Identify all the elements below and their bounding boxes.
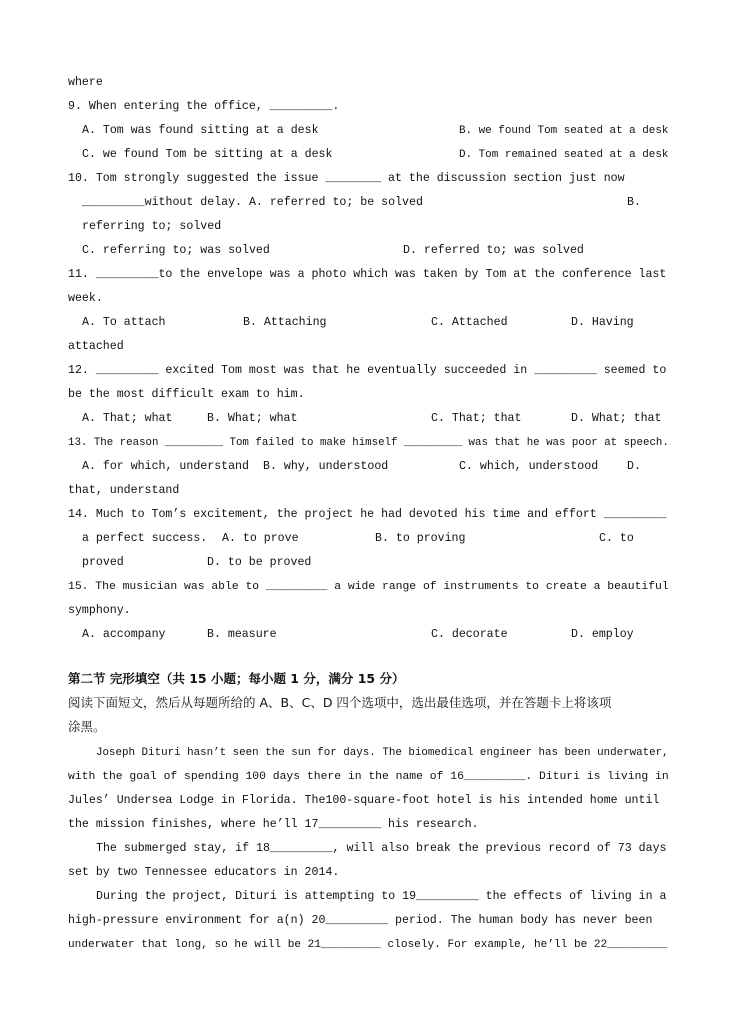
option-b: B. to proving [375, 532, 466, 545]
option-c: C. which, understood [459, 460, 599, 473]
option-c: C. we found Tom be sitting at a desk [82, 148, 333, 161]
option-d: D. referred to; was solved [403, 244, 584, 257]
passage-line: The submerged stay, if 18_________, will also break the previous record of 73 days [96, 842, 667, 855]
text-line: week. [68, 292, 103, 305]
option-d: D. Having [571, 316, 634, 329]
option-d: D. [627, 460, 641, 473]
question-15-stem: 15. The musician was able to _________ a wide range of instruments to create a beautiful [68, 581, 669, 593]
option-a: A. To attach [82, 316, 166, 329]
option-b: B. [627, 196, 641, 209]
passage-line: set by two Tennessee educators in 2014. [68, 866, 340, 879]
question-13-stem: 13. The reason _________ Tom failed to make himself _________ was that he was poor at speech. [68, 437, 669, 449]
option-d: D. What; that [571, 412, 662, 425]
option-c: C. That; that [431, 412, 522, 425]
question-14-stem: 14. Much to Tom’s excitement, the project he had devoted his time and effort _________ [68, 508, 667, 521]
passage-line: Jules’ Undersea Lodge in Florida. The100-square-foot hotel is his intended home until [68, 794, 660, 807]
text-line: proved [82, 556, 124, 569]
option-b: B. why, understood [263, 460, 389, 473]
option-b: B. we found Tom seated at a desk [459, 125, 669, 137]
passage-line: with the goal of spending 100 days there in the name of 16_________. Dituri is living in [68, 771, 669, 783]
option-b: B. measure [207, 628, 277, 641]
instruction-text: 涂黑。 [68, 719, 106, 734]
passage-line: During the project, Dituri is attempting to 19_________ the effects of living in a [96, 890, 667, 903]
question-11-stem: 11. _________to the envelope was a photo which was taken by Tom at the conference last [68, 268, 667, 281]
option-c: C. Attached [431, 316, 508, 329]
text-line: _________without delay. A. referred to; be solved [82, 196, 423, 209]
option-a: A. accompany [82, 628, 166, 641]
option-b: B. What; what [207, 412, 298, 425]
instruction-text: 阅读下面短文，然后从每题所给的 A、B、C、D 四个选项中，选出最佳选项，并在答题卡上将该项 [68, 695, 612, 710]
option-d: D. to be proved [207, 556, 312, 569]
passage-line: Joseph Dituri hasn’t seen the sun for days. The biomedical engineer has been underwater, [96, 747, 669, 759]
section-heading: 第二节 完形填空（共 15 小题；每小题 1 分，满分 15 分） [68, 671, 405, 686]
passage-line: underwater that long, so he will be 21_________ closely. For example, he’ll be 22_________ [68, 939, 668, 951]
option-c: C. decorate [431, 628, 508, 641]
text-line: referring to; solved [82, 220, 222, 233]
text-line: be the most difficult exam to him. [68, 388, 305, 401]
option-a: A. That; what [82, 412, 173, 425]
question-10-stem: 10. Tom strongly suggested the issue ________ at the discussion section just now [68, 172, 625, 185]
text-line: attached [68, 340, 124, 353]
passage-line: high-pressure environment for a(n) 20_________ period. The human body has never been [68, 914, 653, 927]
option-d: D. Tom remained seated at a desk [459, 149, 669, 161]
option-a: A. for which, understand [82, 460, 249, 473]
option-b: B. Attaching [243, 316, 327, 329]
text-line: a perfect success. [82, 532, 208, 545]
text-line: symphony. [68, 604, 131, 617]
option-a: A. to prove [222, 532, 299, 545]
passage-line: the mission finishes, where he’ll 17_________ his research. [68, 818, 479, 831]
option-c: C. to [599, 532, 634, 545]
text-line: that, understand [68, 484, 180, 497]
option-c: C. referring to; was solved [82, 244, 270, 257]
question-12-stem: 12. _________ excited Tom most was that he eventually succeeded in _________ seemed to [68, 364, 667, 377]
option-d: D. employ [571, 628, 634, 641]
option-a: A. Tom was found sitting at a desk [82, 124, 319, 137]
text-line: where [68, 76, 103, 89]
question-9-stem: 9. When entering the office, _________. [68, 100, 340, 113]
